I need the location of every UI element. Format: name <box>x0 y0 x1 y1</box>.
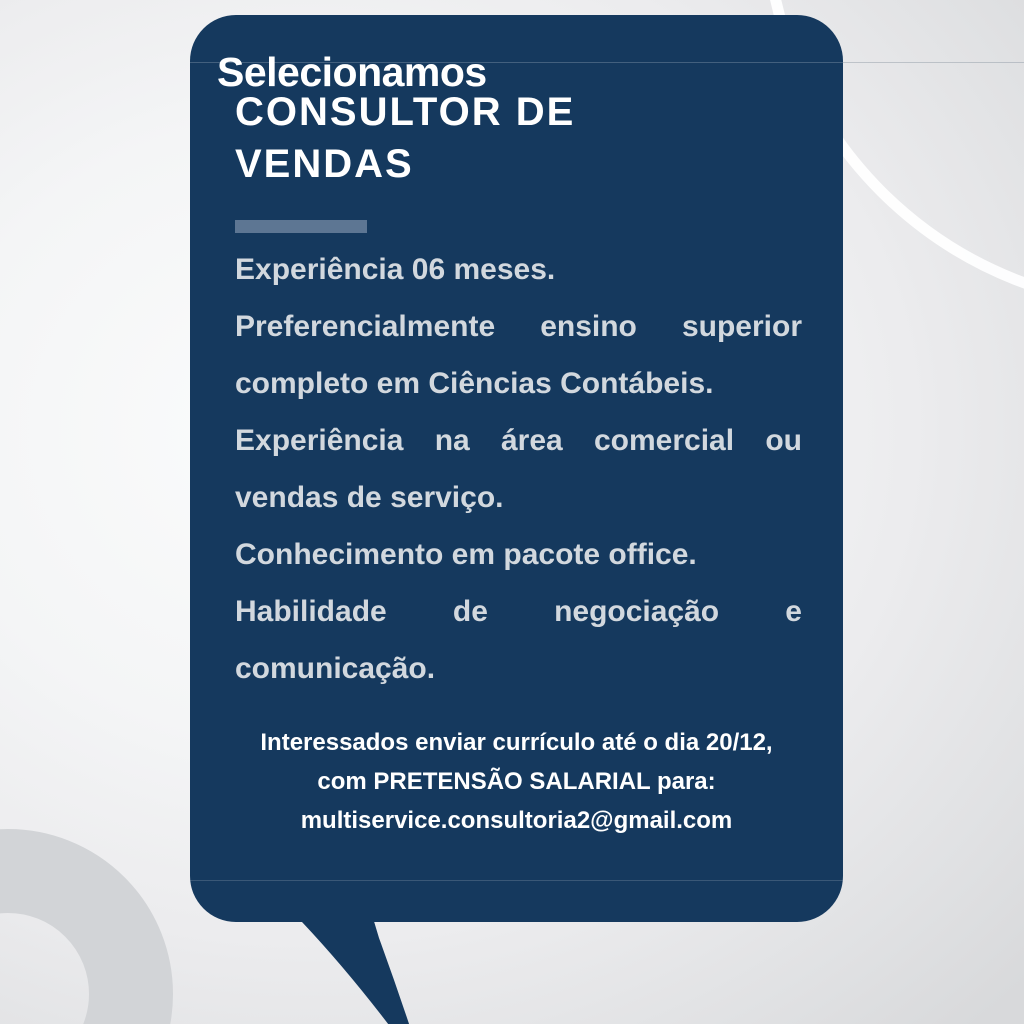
instruction-line: com PRETENSÃO SALARIAL para: <box>317 768 716 795</box>
gray-donut-decoration <box>0 871 131 1024</box>
header-accent-line-extension <box>843 62 1024 63</box>
job-title-line-1: CONSULTOR DE <box>235 90 576 134</box>
instruction-line: Interessados enviar currículo até o dia 20/12, <box>260 729 773 756</box>
requirements-list <box>235 241 802 697</box>
requirement-item: Conhecimento em pacote office. <box>235 538 697 571</box>
divider-bar <box>235 220 367 233</box>
eyebrow-title: Selecionamos <box>217 49 487 95</box>
requirement-item: Experiência 06 meses. <box>235 253 556 286</box>
job-title <box>235 86 575 190</box>
job-title-line-2: VENDAS <box>235 142 414 186</box>
job-card <box>190 15 843 922</box>
application-instructions <box>202 723 831 840</box>
requirement-item: Habilidade de negociação e comunicação. <box>235 595 802 685</box>
contact-email-text: multiservice.consultoria2@gmail.com <box>300 807 733 834</box>
card-seam-line <box>190 880 843 881</box>
speech-bubble-tail <box>302 918 416 1024</box>
requirement-item: Preferencialmente ensino superior completo em Ciências Contábeis. <box>235 310 802 400</box>
requirement-item: Experiência na área comercial ou vendas de serviço. <box>235 424 802 514</box>
